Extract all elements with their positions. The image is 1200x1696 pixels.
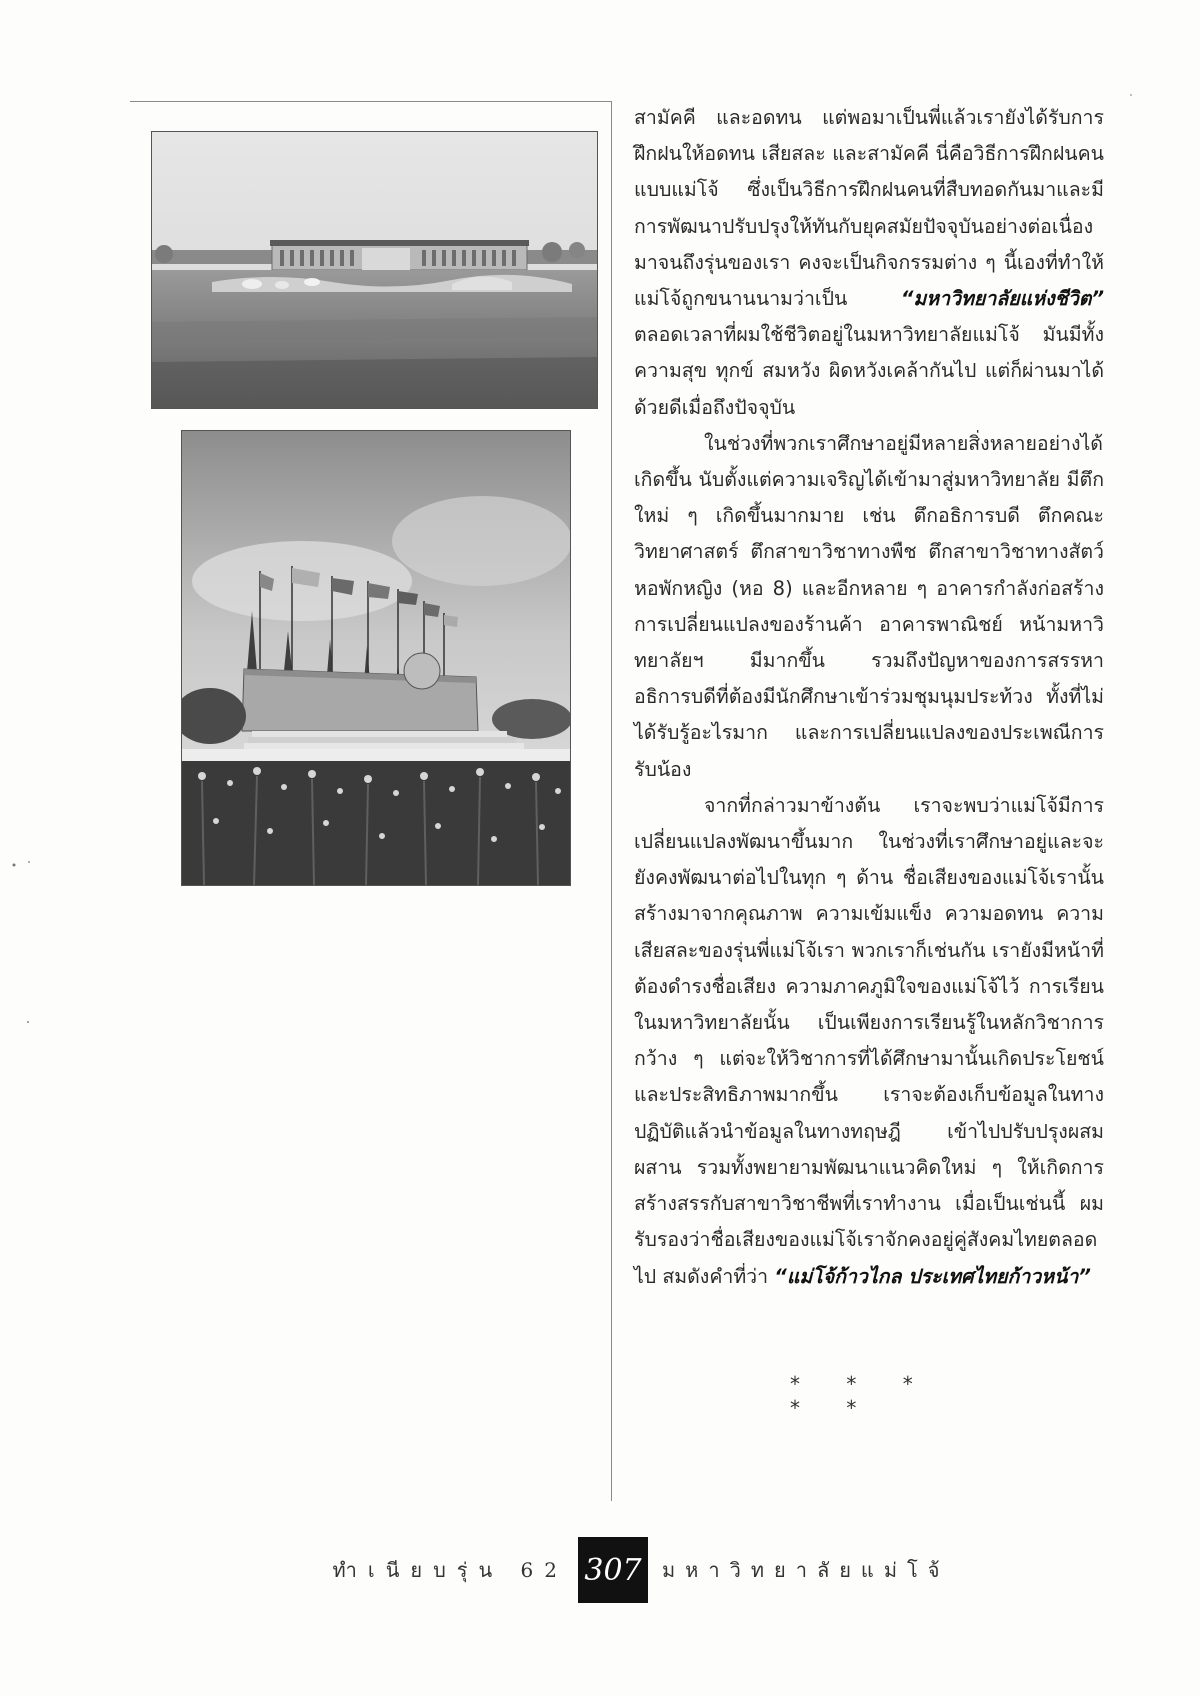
quote-university-of-life: “มหาวิทยาลัยแห่งชีวิต” [900,287,1104,311]
paragraph-2: ในช่วงที่พวกเราศึกษาอยู่มีหลายสิ่งหลายอย่างได้เกิดขึ้น นับตั้งแต่ความเจริญได้เข้ามาสู่มหาวิทยาลัย มีตึกใหม่ ๆ เกิดขึ้นมากมาย เช่น ตึกอธิการบดี ตึกคณะวิทยาศาสตร์ ตึกสาขาวิชาทางพืช ตึกสาขาวิชาทางสัตว์ หอพักหญิง (หอ 8) และอีกหลาย ๆ อาคารกำลังก่อสร้าง การเปลี่ยนแปลงของร้านค้า อาคารพาณิชย์ หน้ามหาวิทยาลัยฯ มีมากขึ้น รวมถึงปัญหาของการสรรหาอธิการบดีที่ต้องมีนักศึกษาเข้าร่วมชุมนุมประท้วง ทั้งที่ไม่ได้รับรู้อะไรมาก และการเปลี่ยนแปลงของประเพณีการรับน้อง [634,431,1104,781]
paragraph-1: สามัคคี และอดทน แต่พอมาเป็นพี่แล้วเรายังได้รับการฝึกฝนให้อดทน เสียสละ และสามัคคี นี่คือวิธีการฝึกฝนคนแบบแม่โจ้ ซึ่งเป็นวิธีการฝึกฝนคนที่สืบทอดกันมาและมีการพัฒนาปรับปรุงให้ทันกับยุคสมัยปัจจุบันอย่างต่อเนื่องมาจนถึงรุ่นของเรา คงจะเป็นกิจกรรมต่าง ๆ นี้เองที่ทำให้แม่โจ้ถูกขนานนามว่าเป็น “มหาวิทยาลัยแห่งชีวิต” ตลอดเวลาที่ผมใช้ชีวิตอยู่ในมหาวิทยาลัยแม่โจ้ มันมีทั้งความสุข ทุกข์ สมหวัง ผิดหวังเคล้ากันไป แต่ก็ผ่านมาได้ด้วยดีเมื่อถึงปัจจุบัน [634,106,1104,419]
page-number: 307 [578,1537,648,1603]
paragraph-3: จากที่กล่าวมาข้างต้น เราจะพบว่าแม่โจ้มีการเปลี่ยนแปลงพัฒนาขึ้นมาก ในช่วงที่เราศึกษาอยู่และจะยังคงพัฒนาต่อไปในทุก ๆ ด้าน ชื่อเสียงของแม่โจ้เรานั้นสร้างมาจากคุณภาพ ความเข้มแข็ง ความอดทน ความเสียสละของรุ่นพี่แม่โจ้เรา พวกเราก็เช่นกัน เรายังมีหน้าที่ต้องดำรงชื่อเสียง ความภาคภูมิใจของแม่โจ้ไว้ การเรียนในมหาวิทยาลัยนั้น เป็นเพียงการเรียนรู้ในหลักวิชาการกว้าง ๆ แต่จะให้วิชาการที่ได้ศึกษามานั้นเกิดประโยชน์และประสิทธิภาพมากขึ้น เราจะต้องเก็บข้อมูลในทางปฏิบัติแล้วนำข้อมูลในทางทฤษฎี เข้าไปปรับปรุงผสมผสาน รวมทั้งพยายามพัฒนาแนวคิดใหม่ ๆ ให้เกิดการสร้างสรรกับสาขาวิชาชีพที่เราทำงาน เมื่อเป็นเช่นนี้ ผมรับรองว่าชื่อเสียงของแม่โจ้เราจักคงอยู่คู่สังคมไทยตลอดไป สมดังคำที่ว่า “แม่โจ้ก้าวไกล ประเทศไทยก้าวหน้า” [634,793,1104,1288]
footer-university-name: มหาวิทยาลัยแม่โจ้ [662,1558,950,1582]
quote-motto: “แม่โจ้ก้าวไกล ประเทศไทยก้าวหน้า” [774,1264,1091,1288]
footer-yearbook-title: ทำเนียบรุ่น 62 [332,1558,568,1582]
section-end-stars: * * * * * [790,1372,933,1420]
